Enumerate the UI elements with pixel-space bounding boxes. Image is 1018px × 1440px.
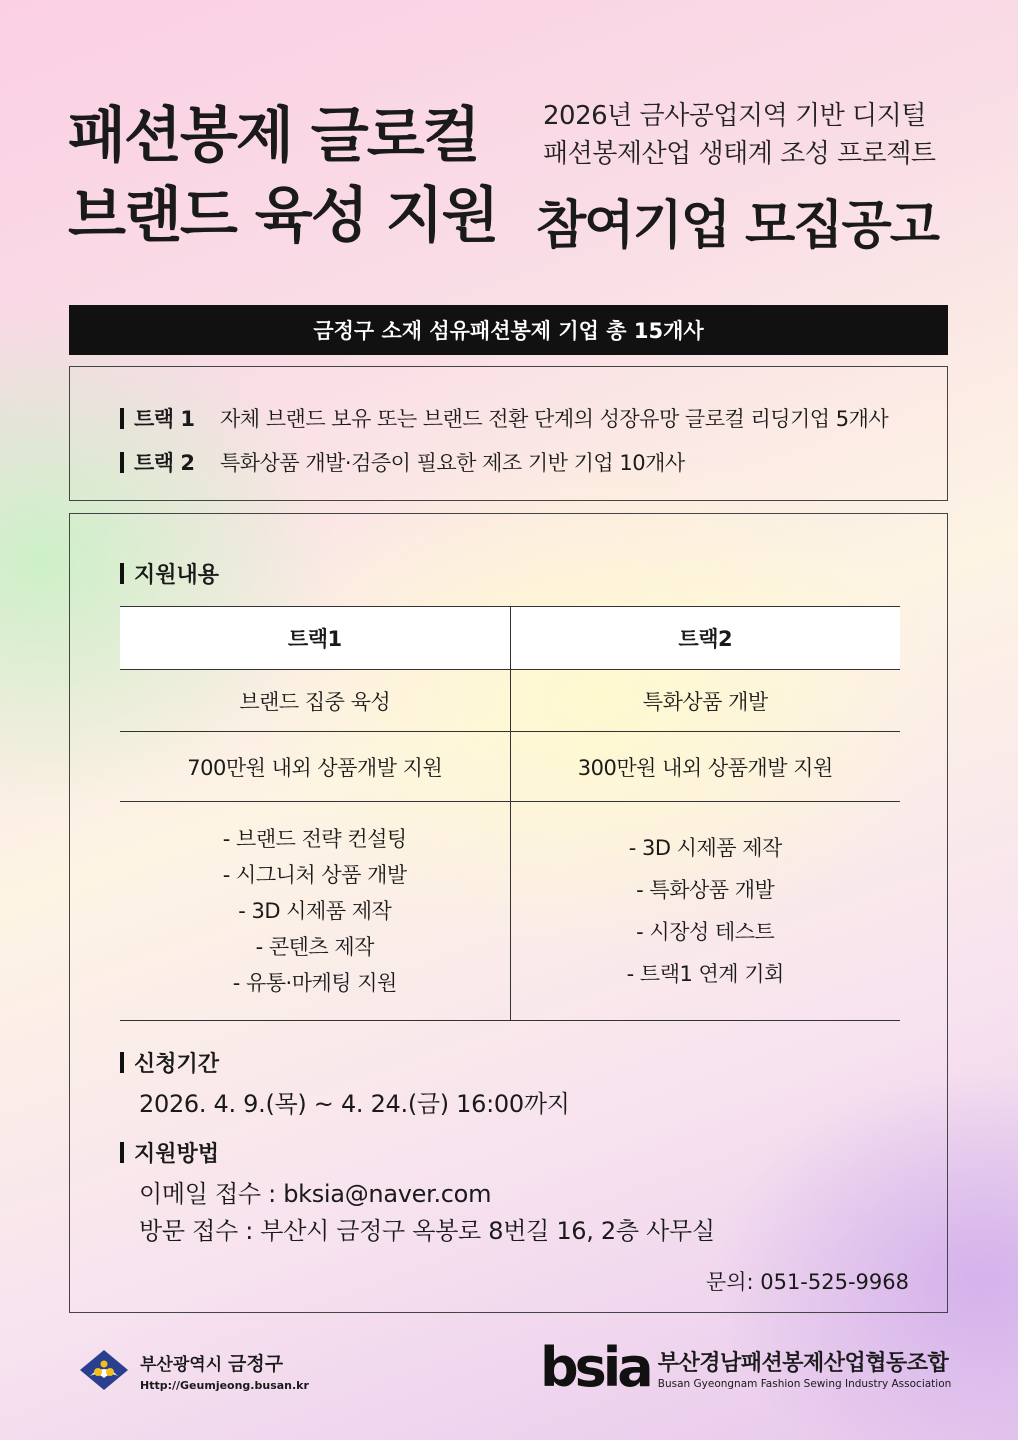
list-item: - 유통·마케팅 지원 <box>232 971 397 995</box>
geumjeong-logo-block <box>78 1348 309 1392</box>
col1-amount: 700만원 내외 상품개발 지원 <box>120 732 510 802</box>
table-header-row <box>120 607 900 670</box>
method-email: 이메일 접수 : bksia@naver.com <box>139 1180 492 1208</box>
bsia-logo: bsia <box>540 1336 650 1399</box>
main-content-box <box>69 513 948 1313</box>
list-item: - 브랜드 전략 컨설팅 <box>222 827 407 851</box>
project-subtitle <box>543 97 936 173</box>
method-visit: 방문 접수 : 부산시 금정구 옥봉로 8번길 16, 2층 사무실 <box>139 1217 715 1245</box>
gj-district: 금정구 <box>228 1352 284 1375</box>
bullet-bar <box>120 563 124 584</box>
col2-header: 트랙2 <box>510 607 900 670</box>
geumjeong-url: Http://Geumjeong.busan.kr <box>140 1378 309 1392</box>
col2-item-list <box>510 802 900 1021</box>
col2-amount: 300만원 내외 상품개발 지원 <box>510 732 900 802</box>
method-heading-text: 지원방법 <box>134 1142 220 1167</box>
support-table <box>120 606 900 1021</box>
main-title-line2: 브랜드 육성 지원 <box>68 181 498 251</box>
gj-city: 부산광역시 <box>140 1354 223 1375</box>
col1-header: 트랙1 <box>120 607 510 670</box>
list-item: - 트랙1 연계 기회 <box>626 962 784 986</box>
bsia-name: 부산경남패션봉제산업협동조합 <box>657 1351 949 1376</box>
track-1-label: 트랙 1 <box>134 407 195 431</box>
list-item: - 특화상품 개발 <box>636 878 775 902</box>
period-text: 2026. 4. 9.(목) ~ 4. 24.(금) 16:00까지 <box>139 1090 570 1118</box>
target-banner: 금정구 소재 섬유패션봉제 기업 총 15개사 <box>69 305 948 355</box>
recruit-title: 참여기업 모집공고 <box>536 196 938 256</box>
track-2-desc: 특화상품 개발·검증이 필요한 제조 기반 기업 10개사 <box>220 451 685 475</box>
period-heading <box>120 1047 219 1078</box>
track-1-line <box>120 403 888 433</box>
main-title <box>68 96 498 256</box>
table-row <box>120 670 900 732</box>
subtitle-line1: 2026년 금사공업지역 기반 디지털 <box>543 101 926 131</box>
bullet-bar <box>120 1052 124 1073</box>
track-1-desc: 자체 브랜드 보유 또는 브랜드 전환 단계의 성장유망 글로컬 리딩기업 5개사 <box>220 407 889 431</box>
bullet-bar <box>120 408 124 429</box>
col1-focus: 브랜드 집중 육성 <box>120 670 510 732</box>
list-item: - 시그니처 상품 개발 <box>222 863 407 887</box>
table-row <box>120 802 900 1021</box>
period-heading-text: 신청기간 <box>134 1052 220 1077</box>
method-heading <box>120 1137 219 1168</box>
subtitle-line2: 패션봉제산업 생태계 조성 프로젝트 <box>543 139 936 169</box>
bsia-text <box>658 1346 952 1390</box>
col1-item-list <box>120 802 510 1021</box>
bullet-bar <box>120 452 124 473</box>
bsia-logo-block <box>540 1336 952 1399</box>
track-2-label: 트랙 2 <box>134 451 195 475</box>
list-item: - 시장성 테스트 <box>636 920 775 944</box>
col2-focus: 특화상품 개발 <box>510 670 900 732</box>
support-heading-text: 지원내용 <box>134 563 220 588</box>
bsia-eng-name: Busan Gyeongnam Fashion Sewing Industry Association <box>657 1378 952 1390</box>
track-2-line <box>120 447 685 477</box>
list-item: - 3D 시제품 제작 <box>238 899 392 923</box>
contact-phone: 문의: 051-525-9968 <box>705 1270 909 1294</box>
table-row <box>120 732 900 802</box>
list-item: - 3D 시제품 제작 <box>628 836 782 860</box>
bullet-bar <box>120 1142 124 1163</box>
geumjeong-text <box>140 1349 309 1392</box>
track-box <box>69 366 948 501</box>
list-item: - 콘텐츠 제작 <box>255 935 374 959</box>
geumjeong-emblem-icon <box>78 1348 130 1392</box>
geumjeong-name <box>140 1349 309 1376</box>
main-title-line1: 패션봉제 글로컬 <box>68 101 479 171</box>
support-heading <box>120 558 219 589</box>
